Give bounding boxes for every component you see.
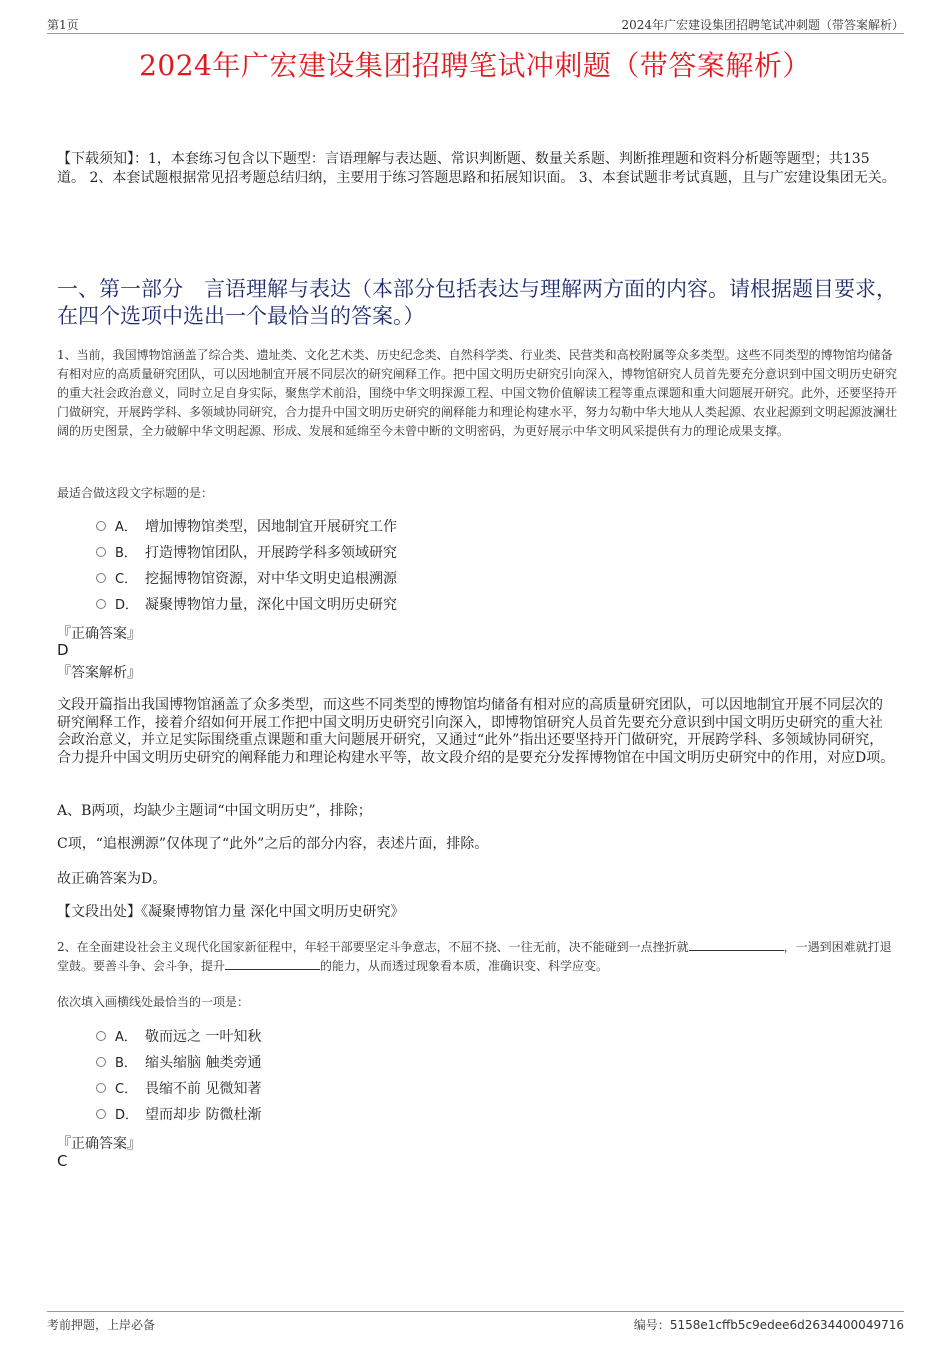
radio-icon[interactable] (96, 521, 106, 531)
option-key: D． (115, 1108, 139, 1123)
q2-text-part: ，一遇到困难就打退堂鼓。要善斗争、会斗争，提升 (57, 940, 892, 973)
q2-option-c[interactable] (96, 1078, 261, 1098)
page-title: 2024年广宏建设集团招聘笔试冲刺题（带答案解析） (139, 49, 811, 82)
option-text: 敬而远之 一叶知秋 (145, 1029, 262, 1045)
footer-code-label: 编号： (633, 1318, 670, 1332)
page-header (47, 15, 904, 34)
fill-blank (689, 940, 784, 951)
page-number: 第1页 (47, 18, 79, 32)
fill-blank (225, 959, 320, 970)
q1-analysis-conclusion: 故正确答案为D。 (57, 871, 167, 887)
option-text: 打造博物馆团队，开展跨学科多领域研究 (145, 545, 397, 561)
q1-option-c[interactable] (96, 568, 397, 588)
option-text: 凝聚博物馆力量，深化中国文明历史研究 (145, 597, 397, 613)
option-key: B． (115, 1056, 137, 1071)
option-key: A． (115, 1030, 137, 1045)
header-doc-title: 2024年广宏建设集团招聘笔试冲刺题（带答案解析） (621, 18, 904, 32)
q2-text-part: 2、在全面建设社会主义现代化国家新征程中，年轻干部要坚定斗争意志，不屈不挠、一往无前，决不能碰到一点挫折就 (57, 940, 689, 954)
q2-option-b[interactable] (96, 1052, 261, 1072)
question-1-prompt: 最适合做这段文字标题的是： (57, 486, 214, 500)
radio-icon[interactable] (96, 1083, 106, 1093)
q2-answer-label: 『正确答案』 (57, 1136, 141, 1152)
question-2-text (57, 938, 897, 976)
radio-icon[interactable] (96, 1109, 106, 1119)
q1-option-a[interactable] (96, 516, 397, 536)
option-key: A． (115, 520, 137, 535)
footer-slogan: 考前押题，上岸必备 (47, 1318, 156, 1332)
q1-analysis-c: C项，“追根溯源”仅体现了“此外”之后的部分内容，表述片面，排除。 (57, 836, 489, 852)
q1-option-d[interactable] (96, 594, 397, 614)
option-text: 挖掘博物馆资源，对中华文明史追根溯源 (145, 571, 397, 587)
q1-analysis-ab: A、B两项，均缺少主题词“中国文明历史”，排除； (57, 803, 372, 819)
q1-source: 【文段出处】《凝聚博物馆力量 深化中国文明历史研究》 (57, 904, 405, 920)
option-key: C． (115, 1082, 138, 1097)
footer-code (634, 1316, 904, 1333)
q1-answer-label: 『正确答案』 (57, 626, 141, 642)
q1-analysis-paragraph: 文段开篇指出我国博物馆涵盖了众多类型，而这些不同类型的博物馆均储备有相对应的高质量研究团队，可以因地制宜开展不同层次的研究阐释工作，接着介绍如何开展工作把中国文明历史研究引向深入，即博物馆研究人员首先要充分意识到中国文明历史研究的重大社会政治意义，并立足实际围绕重点课题和重大问题展开研究，又通过“此外”指出还要坚持开门做研究，开展跨学科、多领域协同研究，合力提升中国文明历史研究的阐释能力和理论构建水平等，故文段介绍的是要充分发挥博物馆在中国文明历史研究中的作用，对应D项。 (57, 697, 895, 766)
download-notice: 【下载须知】：1，本套练习包含以下题型：言语理解与表达题、常识判断题、数量关系题、判断推理题和资料分析题等题型；共135道。 2、本套试题根据常见招考题总结归纳，主要用于练习答题思路和拓展知识面。 3、本套试题非考试真题，且与广宏建设集团无关。 (57, 151, 896, 186)
radio-icon[interactable] (96, 599, 106, 609)
page-footer (47, 1311, 904, 1334)
option-text: 望而却步 防微杜渐 (145, 1107, 262, 1123)
question-1-text: 1、当前，我国博物馆涵盖了综合类、遗址类、文化艺术类、历史纪念类、自然科学类、行业类、民营类和高校附属等众多类型。这些不同类型的博物馆均储备有相对应的高质量研究团队，可以因地制宜开展不同层次的研究阐释工作。把中国文明历史研究引向深入，博物馆研究人员首先要充分意识到中国文明历史研究的重大社会政治意义，同时立足自身实际，聚焦学术前沿，围绕中华文明探源工程、中国文物价值解读工程等重点课题和重大问题展开研究。此外，还要坚持开门做研究，开展跨学科、多领域协同研究，合力提升中国文明历史研究的阐释能力和理论构建水平，努力勾勒中华大地从人类起源、农业起源到文明起源波澜壮阔的历史图景，全力破解中华文明起源、形成、发展和延绵至今未曾中断的文明密码，为更好展示中华文明风采提供有力的理论成果支撑。 (57, 348, 898, 438)
option-text: 畏缩不前 见微知著 (145, 1081, 262, 1097)
radio-icon[interactable] (96, 547, 106, 557)
radio-icon[interactable] (96, 573, 106, 583)
option-key: D． (115, 598, 139, 613)
radio-icon[interactable] (96, 1057, 106, 1067)
question-2-prompt: 依次填入画横线处最恰当的一项是： (57, 995, 250, 1009)
option-text: 增加博物馆类型，因地制宜开展研究工作 (145, 519, 397, 535)
option-key: C． (115, 572, 138, 587)
section-heading: 一、第一部分 言语理解与表达（本部分包括表达与理解两方面的内容。请根据题目要求，在四个选项中选出一个最恰当的答案。） (57, 277, 897, 328)
q2-answer: C (57, 1152, 68, 1170)
q1-option-b[interactable] (96, 542, 397, 562)
option-text: 缩头缩脑 触类旁通 (145, 1055, 262, 1071)
q2-option-d[interactable] (96, 1104, 261, 1124)
q2-text-part: 的能力，从而透过现象看本质，准确识变、科学应变。 (320, 959, 609, 973)
footer-code-value: 5158e1cffb5c9edee6d2634400049716 (669, 1318, 904, 1332)
q2-option-a[interactable] (96, 1026, 261, 1046)
radio-icon[interactable] (96, 1031, 106, 1041)
q1-answer: D (57, 641, 69, 659)
q1-analysis-label: 『答案解析』 (57, 665, 141, 681)
option-key: B． (115, 546, 137, 561)
